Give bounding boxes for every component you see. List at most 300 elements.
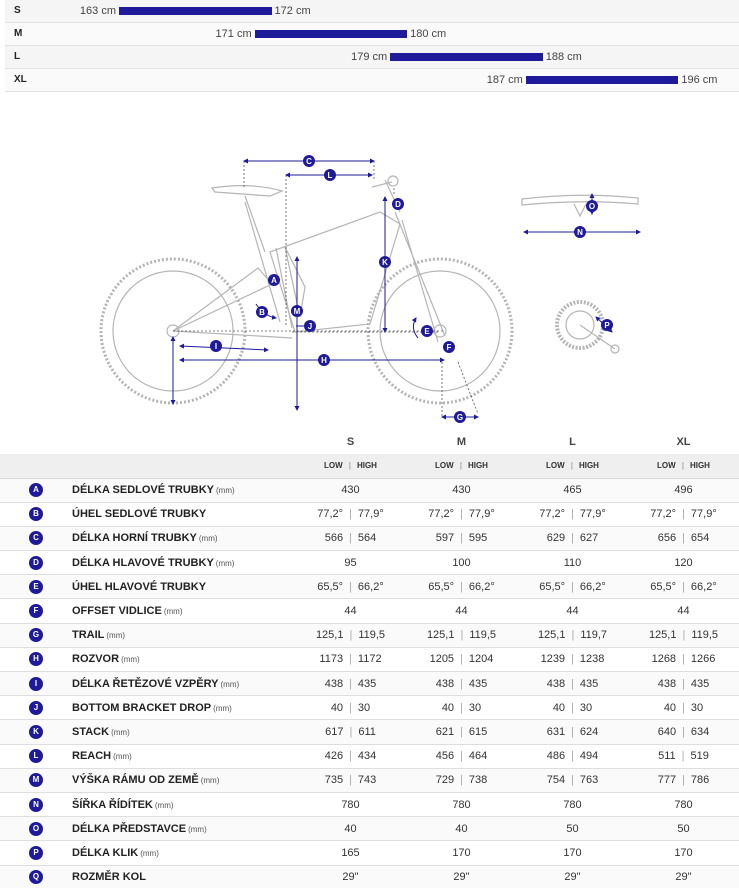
separator: |: [349, 653, 352, 666]
value-cell: [628, 623, 739, 647]
low-value: 780: [674, 798, 693, 811]
separator: |: [349, 629, 353, 642]
low-value: 110: [563, 556, 582, 569]
size-range-bar: [526, 76, 679, 84]
row-key-badge: D: [29, 556, 43, 570]
low-label: LOW: [324, 461, 343, 471]
high-value: 66,2°: [579, 580, 606, 593]
diagram-badge-i: [210, 340, 222, 352]
table-row: [0, 478, 739, 502]
high-value: 654: [690, 532, 710, 545]
value-cell: [295, 575, 406, 599]
low-value: 44: [455, 605, 468, 618]
low-value: 77,2°: [317, 508, 344, 521]
separator: |: [681, 750, 685, 763]
row-unit: (mm): [121, 655, 140, 665]
badge-cell: [0, 575, 72, 599]
high-value: 519: [690, 750, 709, 763]
badge-cell: [0, 551, 72, 575]
value-cell: [406, 841, 517, 865]
geometry-table: [0, 429, 739, 888]
value-cell: [295, 551, 406, 575]
size-range-high: 188 cm: [545, 51, 582, 63]
high-value: 627: [579, 532, 599, 545]
table-row: [0, 841, 739, 865]
diagram-badge-b: [256, 306, 268, 318]
high-value: 434: [357, 750, 377, 763]
value-cell: [517, 744, 628, 768]
value-cell: [628, 502, 739, 526]
low-value: 511: [658, 750, 676, 763]
size-range-high: 172 cm: [274, 5, 311, 17]
row-key-badge: H: [29, 652, 43, 666]
svg-text:C: C: [306, 157, 312, 166]
row-name-cell: [72, 865, 295, 888]
row-unit: (mm): [106, 631, 126, 641]
low-value: 430: [341, 484, 360, 497]
low-value: 465: [563, 484, 582, 497]
value-cell: [406, 817, 517, 841]
diagram-badge-n: [574, 226, 586, 238]
size-range-high: 180 cm: [410, 28, 447, 40]
size-range-high: 196 cm: [681, 74, 718, 86]
low-value: 754: [546, 774, 566, 787]
row-name: ÚHEL HLAVOVÉ TRUBKY: [72, 580, 207, 593]
diagram-badge-f: [443, 341, 455, 353]
size-header-row: [0, 429, 739, 454]
value-cell: [406, 672, 517, 696]
row-name: TRAIL: [72, 629, 105, 642]
high-value: 30: [468, 701, 482, 714]
low-value: 40: [455, 822, 468, 835]
low-value: 430: [452, 484, 471, 497]
low-value: 40: [330, 701, 344, 714]
row-unit: (mm): [154, 800, 174, 810]
value-cell: [517, 841, 628, 865]
badge-cell: [0, 768, 72, 792]
svg-text:I: I: [214, 342, 218, 351]
row-name-cell: [72, 696, 295, 720]
row-name: DÉLKA SEDLOVÉ TRUBKY: [72, 484, 214, 497]
separator: |: [349, 508, 352, 521]
value-cell: [295, 647, 406, 671]
value-cell: [295, 696, 406, 720]
value-cell: [628, 551, 739, 575]
separator: |: [460, 629, 464, 642]
diagram-badge-a: [268, 274, 280, 286]
row-name: DÉLKA PŘEDSTAVCE: [72, 822, 187, 835]
value-cell: [406, 720, 517, 744]
low-label: LOW: [657, 461, 676, 471]
header-spacer: [0, 454, 72, 478]
diagram-badge-h: [318, 354, 330, 366]
row-key-badge: M: [29, 773, 43, 787]
low-value: 40: [552, 701, 566, 714]
table-row: [0, 575, 739, 599]
separator: |: [571, 677, 574, 690]
row-name-cell: [72, 672, 295, 696]
value-cell: [628, 575, 739, 599]
high-value: 494: [579, 750, 599, 763]
low-value: 566: [324, 532, 344, 545]
row-key-badge: Q: [29, 870, 43, 884]
low-value: 621: [435, 725, 455, 738]
low-value: 170: [452, 846, 471, 859]
low-value: 95: [344, 556, 357, 569]
low-value: 165: [341, 846, 360, 859]
svg-text:L: L: [327, 171, 333, 180]
svg-text:M: M: [293, 307, 301, 316]
badge-cell: [0, 720, 72, 744]
size-range-chart: [5, 0, 739, 92]
value-cell: [295, 792, 406, 816]
header-spacer: [72, 454, 295, 478]
low-value: 1239: [540, 653, 566, 666]
low-high-header: [628, 454, 739, 478]
low-value: 486: [546, 750, 566, 763]
row-unit: (mm): [198, 534, 218, 544]
value-cell: [406, 623, 517, 647]
separator: |: [571, 508, 574, 521]
low-value: 438: [657, 677, 677, 690]
high-value: 30: [579, 701, 593, 714]
high-value: 30: [690, 701, 704, 714]
low-value: 777: [657, 774, 677, 787]
value-cell: [295, 817, 406, 841]
row-name: OFFSET VIDLICE: [72, 605, 162, 618]
separator: |: [682, 580, 685, 593]
value-cell: [517, 478, 628, 502]
row-name-cell: [72, 841, 295, 865]
header-spacer: [0, 429, 72, 454]
row-unit: (mm): [215, 558, 235, 568]
low-value: 50: [677, 822, 690, 835]
value-cell: [406, 526, 517, 550]
low-value: 77,2°: [650, 508, 677, 521]
diagram-badge-d: [392, 198, 404, 210]
row-name-cell: [72, 647, 295, 671]
value-cell: [628, 526, 739, 550]
table-row: [0, 865, 739, 888]
svg-text:O: O: [588, 202, 596, 211]
svg-text:N: N: [577, 228, 583, 237]
separator: |: [571, 580, 574, 593]
separator: |: [349, 532, 352, 545]
badge-cell: [0, 865, 72, 888]
size-range-low: 163 cm: [79, 5, 116, 17]
high-label: HIGH: [467, 461, 488, 471]
bike-drawing: [101, 176, 638, 403]
row-name-cell: [72, 551, 295, 575]
low-label: LOW: [435, 461, 454, 471]
value-cell: [295, 526, 406, 550]
table-row: [0, 502, 739, 526]
high-value: 1238: [579, 653, 605, 666]
low-value: 29": [342, 871, 359, 884]
badge-cell: [0, 672, 72, 696]
table-row: [0, 768, 739, 792]
table-row: [0, 647, 739, 671]
row-name-cell: [72, 817, 295, 841]
value-cell: [517, 526, 628, 550]
svg-text:K: K: [382, 258, 388, 267]
row-name-cell: [72, 792, 295, 816]
low-value: 629: [546, 532, 566, 545]
low-value: 631: [546, 725, 566, 738]
size-range-label: XL: [14, 74, 27, 85]
row-name: DÉLKA HORNÍ TRUBKY: [72, 532, 197, 545]
low-value: 29": [675, 871, 692, 884]
row-name: ROZMĚR KOL: [72, 871, 146, 884]
value-cell: [628, 672, 739, 696]
high-value: 1266: [690, 653, 716, 666]
table-row: [0, 526, 739, 550]
value-cell: [406, 744, 517, 768]
low-value: 29": [564, 871, 581, 884]
row-unit: (mm): [111, 727, 130, 737]
low-value: 1268: [651, 653, 677, 666]
low-value: 1205: [429, 653, 455, 666]
high-value: 564: [357, 532, 377, 545]
separator: |: [571, 774, 574, 787]
separator: |: [460, 677, 463, 690]
value-cell: [628, 841, 739, 865]
svg-text:F: F: [446, 343, 452, 352]
size-range-low: 171 cm: [215, 28, 252, 40]
low-label: LOW: [546, 461, 565, 471]
value-cell: [628, 696, 739, 720]
separator: |: [682, 653, 685, 666]
row-name-cell: [72, 502, 295, 526]
value-cell: [628, 817, 739, 841]
row-unit: (mm): [200, 776, 220, 786]
diagram-badge-c: [303, 155, 315, 167]
separator: |: [349, 701, 352, 714]
low-value: 170: [563, 846, 582, 859]
row-name: DÉLKA KLIK: [72, 846, 139, 859]
low-value: 735: [324, 774, 344, 787]
row-name: REACH: [72, 750, 112, 763]
size-header-l: L: [569, 435, 576, 448]
dimension-guides: [173, 161, 478, 417]
value-cell: [628, 599, 739, 623]
row-unit: (mm): [220, 679, 240, 689]
high-label: HIGH: [356, 461, 377, 471]
value-cell: [517, 720, 628, 744]
badge-cell: [0, 478, 72, 502]
high-value: 435: [579, 677, 599, 690]
separator: |: [460, 750, 463, 763]
diagram-badge-p: [601, 319, 613, 331]
value-cell: [628, 768, 739, 792]
high-value: 435: [357, 677, 377, 690]
svg-text:D: D: [395, 200, 401, 209]
separator: |: [349, 677, 352, 690]
low-value: 65,5°: [539, 580, 566, 593]
diagram-badge-m: [291, 305, 303, 317]
separator: |: [682, 532, 685, 545]
value-cell: [406, 575, 517, 599]
low-value: 617: [325, 725, 344, 738]
diagram-badge-j: [304, 320, 316, 332]
row-key-badge: J: [29, 701, 43, 715]
separator: |: [571, 750, 574, 763]
high-value: 595: [468, 532, 488, 545]
size-header-m: M: [456, 435, 467, 448]
row-unit: (mm): [216, 486, 235, 496]
value-cell: [517, 599, 628, 623]
value-cell: [406, 478, 517, 502]
size-header-s: S: [346, 435, 355, 448]
low-value: 65,5°: [428, 580, 455, 593]
svg-text:E: E: [424, 327, 430, 336]
high-value: 611: [358, 725, 376, 738]
high-value: 30: [357, 701, 371, 714]
high-value: 77,9°: [357, 508, 384, 521]
separator: |: [349, 750, 352, 763]
value-cell: [406, 502, 517, 526]
value-cell: [295, 841, 406, 865]
value-cell: [517, 817, 628, 841]
separator: |: [348, 461, 351, 471]
separator: |: [571, 653, 574, 666]
separator: |: [570, 461, 573, 471]
high-value: 77,9°: [579, 508, 606, 521]
value-cell: [295, 672, 406, 696]
low-value: 77,2°: [428, 508, 455, 521]
separator: |: [460, 653, 463, 666]
value-cell: [628, 865, 739, 888]
low-value: 40: [344, 822, 357, 835]
table-row: [0, 817, 739, 841]
low-value: 438: [546, 677, 566, 690]
separator: |: [349, 580, 352, 593]
row-name: ŠÍŘKA ŘÍDÍTEK: [72, 798, 153, 811]
row-name: DÉLKA ŘETĚZOVÉ VZPĚRY: [72, 677, 219, 690]
low-value: 50: [566, 822, 579, 835]
high-value: 119,7: [580, 629, 608, 642]
low-value: 496: [674, 484, 693, 497]
size-range-bar: [255, 30, 408, 38]
high-value: 119,5: [358, 629, 386, 642]
low-value: 44: [677, 605, 690, 618]
high-value: 624: [579, 725, 599, 738]
separator: |: [571, 532, 574, 545]
row-unit: (mm): [140, 848, 159, 858]
high-value: 77,9°: [690, 508, 717, 521]
bike-geometry-diagram: [0, 92, 739, 428]
separator: |: [571, 629, 575, 642]
low-value: 438: [324, 677, 344, 690]
svg-text:B: B: [259, 308, 265, 317]
value-cell: [295, 744, 406, 768]
value-cell: [406, 865, 517, 888]
low-value: 729: [435, 774, 455, 787]
svg-text:H: H: [321, 356, 327, 365]
value-cell: [517, 672, 628, 696]
value-cell: [628, 478, 739, 502]
diagram-badge-g: [454, 411, 466, 423]
low-value: 120: [674, 556, 693, 569]
row-name: ROZVOR: [72, 653, 120, 666]
dimension-lines: [173, 161, 640, 417]
badge-cell: [0, 744, 72, 768]
high-label: HIGH: [689, 461, 710, 471]
low-high-header-row: [0, 454, 739, 478]
size-range-row: [5, 0, 739, 23]
row-key-badge: B: [29, 507, 43, 521]
row-name-cell: [72, 478, 295, 502]
diagram-badge-e: [421, 325, 433, 337]
table-row: [0, 744, 739, 768]
low-value: 125,1: [315, 629, 344, 642]
value-cell: [517, 647, 628, 671]
high-value: 634: [690, 725, 710, 738]
separator: |: [460, 580, 463, 593]
high-label: HIGH: [578, 461, 599, 471]
high-value: 66,2°: [357, 580, 384, 593]
size-range-bar: [119, 7, 272, 15]
low-value: 65,5°: [650, 580, 677, 593]
badge-cell: [0, 526, 72, 550]
size-range-row: [5, 69, 739, 92]
svg-text:J: J: [307, 322, 313, 331]
separator: |: [682, 508, 685, 521]
separator: |: [571, 701, 574, 714]
row-unit: (mm): [213, 703, 232, 713]
low-value: 780: [341, 798, 360, 811]
low-value: 780: [563, 798, 582, 811]
low-value: 597: [435, 532, 455, 545]
separator: |: [460, 725, 463, 738]
separator: |: [682, 774, 685, 787]
separator: |: [682, 725, 685, 738]
table-row: [0, 792, 739, 816]
badge-cell: [0, 792, 72, 816]
high-value: 464: [468, 750, 488, 763]
value-cell: [295, 865, 406, 888]
diagram-badge-k: [379, 256, 391, 268]
row-name-cell: [72, 744, 295, 768]
diagram-badge-o: [586, 200, 598, 212]
row-name: ÚHEL SEDLOVÉ TRUBKY: [72, 508, 207, 521]
badge-cell: [0, 817, 72, 841]
separator: |: [682, 677, 685, 690]
separator: |: [460, 508, 463, 521]
separator: |: [682, 629, 686, 642]
row-key-badge: K: [29, 725, 43, 739]
svg-text:A: A: [271, 276, 277, 285]
table-row: [0, 599, 739, 623]
high-value: 435: [468, 677, 488, 690]
high-value: 66,2°: [468, 580, 495, 593]
low-value: 170: [674, 846, 693, 859]
value-cell: [406, 768, 517, 792]
value-cell: [295, 599, 406, 623]
table-row: [0, 720, 739, 744]
table-row: [0, 672, 739, 696]
separator: |: [460, 532, 463, 545]
badge-cell: [0, 623, 72, 647]
row-name: DÉLKA HLAVOVÉ TRUBKY: [72, 556, 214, 569]
low-value: 44: [344, 605, 357, 618]
low-value: 40: [441, 701, 455, 714]
size-range-label: S: [14, 5, 21, 16]
value-cell: [517, 502, 628, 526]
value-cell: [628, 744, 739, 768]
high-value: 743: [357, 774, 377, 787]
size-range-row: [5, 23, 739, 46]
